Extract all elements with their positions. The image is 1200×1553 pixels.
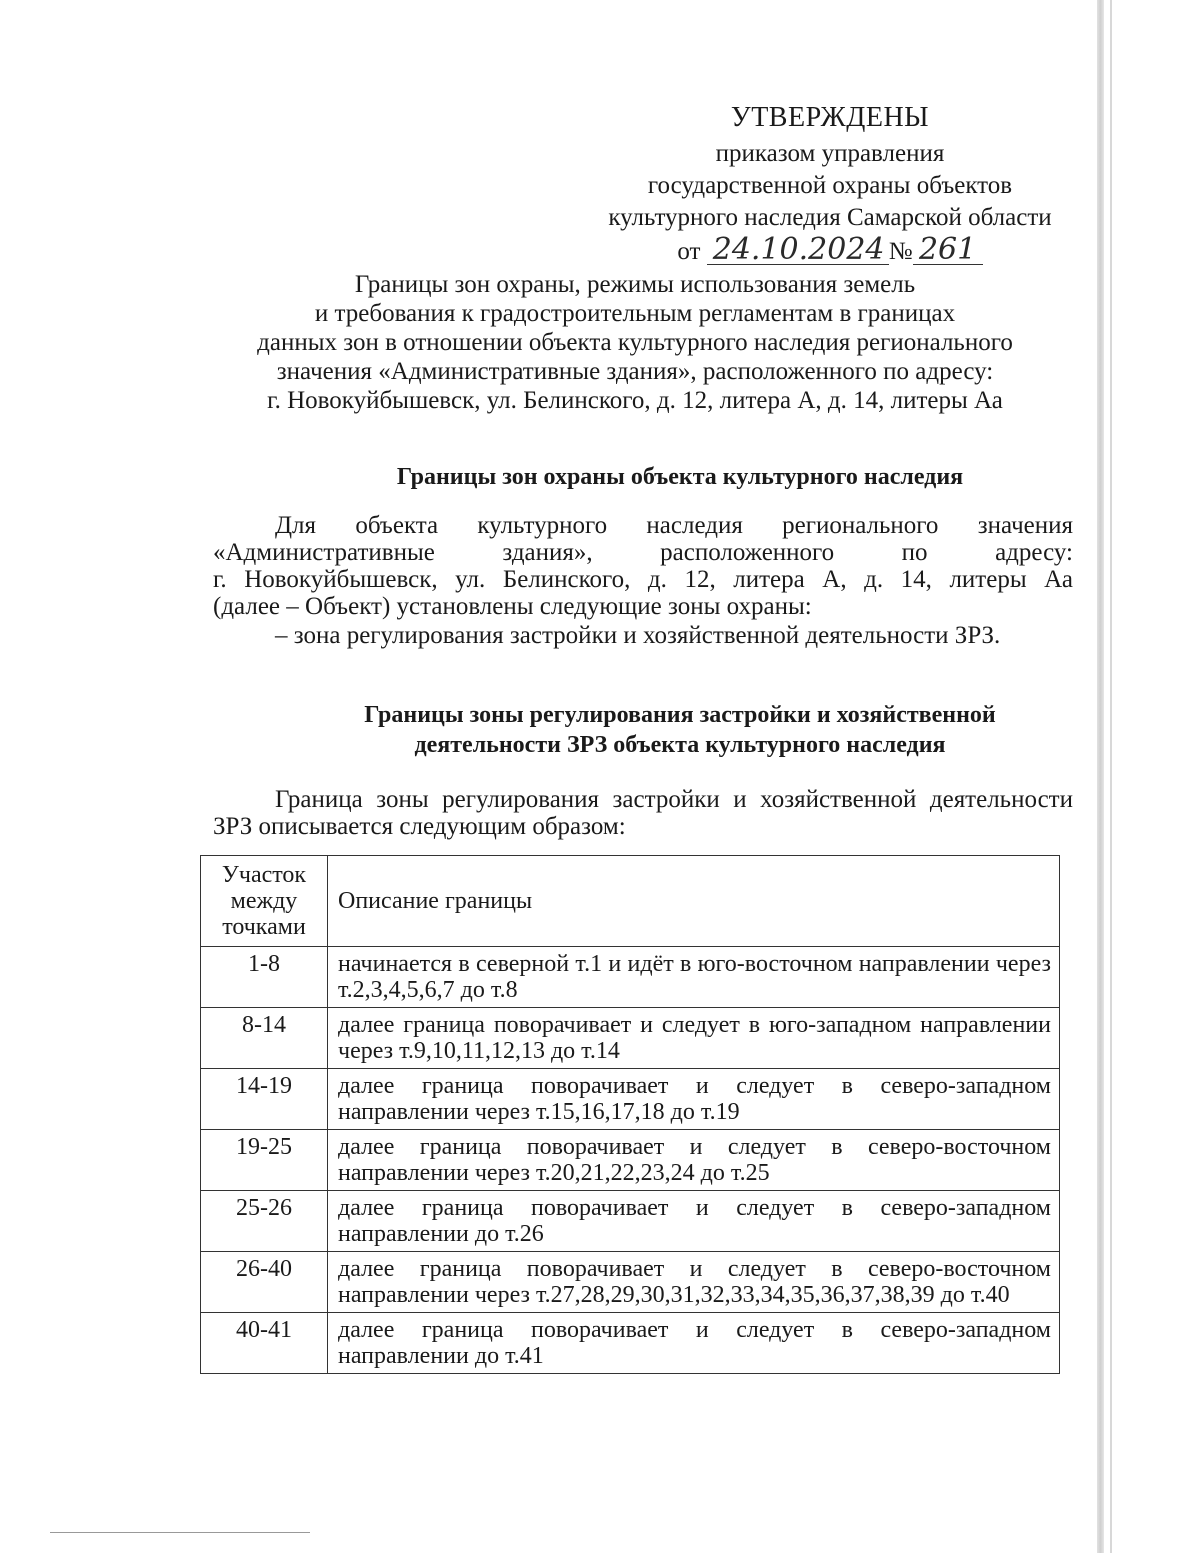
section-1-line-4: (далее – Объект) установлены следующие зоны охраны: [213,593,812,620]
section-2-heading-line-1: Границы зоны регулирования застройки и хозяйственной [364,702,996,728]
approval-heading: УТВЕРЖДЕНЫ [730,102,930,133]
order-date-handwritten: 24.10.2024 [707,236,889,265]
table-row [201,1130,1060,1191]
table-row [201,1069,1060,1130]
header-segment: Участок между точками [201,856,328,947]
table-row [201,1252,1060,1313]
title-line-3: данных зон в отношении объекта культурного наследия регионального [257,329,1013,356]
title-line-2: и требования к градостроительным регламентам в границах [314,300,956,327]
order-number-handwritten: 261 [913,236,983,265]
row-description: далее граница поворачивает и следует в северо-западном направлении до т.41 [328,1313,1060,1374]
table-row [201,1191,1060,1252]
footer-rule [50,1532,310,1533]
row-description: далее граница поворачивает и следует в северо-восточном направлении через т.27,28,29,30,31,32,33,34,35,36,37,38,39 до т.40 [328,1252,1060,1313]
scan-edge-line [1110,0,1112,1553]
section-1-line-2: «Административные здания», расположенного по адресу: [213,539,1073,566]
approval-line-2: государственной охраны объектов [647,172,1013,199]
approval-line-1: приказом управления [715,140,945,167]
document-title [230,270,1040,415]
section-2-heading [300,700,1060,760]
section-1-heading: Границы зон охраны объекта культурного наследия [396,464,964,490]
row-description: далее граница поворачивает и следует в юго-западном направлении через т.9,10,11,12,13 до т.14 [328,1008,1060,1069]
boundary-table [200,855,1060,1374]
title-line-5: г. Новокуйбышевск, ул. Белинского, д. 12, литера А, д. 14, литеры Аа [267,387,1003,414]
row-segment: 19-25 [201,1130,328,1191]
row-segment: 26-40 [201,1252,328,1313]
title-line-1: Границы зон охраны, режимы использования земель [354,271,916,298]
row-segment: 14-19 [201,1069,328,1130]
section-1-line-3: г. Новокуйбышевск, ул. Белинского, д. 12, литера А, д. 14, литеры Аа [213,566,1073,593]
table-row [201,1008,1060,1069]
row-segment: 25-26 [201,1191,328,1252]
title-line-4: значения «Административные здания», расположенного по адресу: [276,358,994,385]
section-1-line-1: Для объекта культурного наследия регионального значения [275,512,1073,539]
section-2-line-1: Граница зоны регулирования застройки и хозяйственной деятельности [275,786,1073,813]
boundary-table-body [201,856,1060,1374]
row-segment: 40-41 [201,1313,328,1374]
section-2-heading-line-2: деятельности ЗРЗ объекта культурного наследия [414,732,946,758]
approval-block [560,102,1100,268]
row-description: начинается в северной т.1 и идёт в юго-восточном направлении через т.2,3,4,5,6,7 до т.8 [328,947,1060,1008]
table-row [201,947,1060,1008]
section-1-bullet: – зона регулирования застройки и хозяйственной деятельности ЗРЗ. [275,622,1001,649]
section-2-line-2: ЗРЗ описывается следующим образом: [213,813,626,840]
row-segment: 8-14 [201,1008,328,1069]
header-description: Описание границы [328,856,1060,947]
row-description: далее граница поворачивает и следует в северо-восточном направлении через т.20,21,22,23,24 до т.25 [328,1130,1060,1191]
order-date-number-row [560,232,1100,268]
row-description: далее граница поворачивает и следует в северо-западном направлении до т.26 [328,1191,1060,1252]
table-row [201,1313,1060,1374]
order-number-sign: № [888,238,913,265]
row-description: далее граница поворачивает и следует в северо-западном направлении через т.15,16,17,18 до т.19 [328,1069,1060,1130]
section-1-paragraph [213,512,1073,649]
order-from-prefix: от [677,238,701,265]
table-header-row [201,856,1060,947]
approval-line-3: культурного наследия Самарской области [608,204,1052,231]
row-segment: 1-8 [201,947,328,1008]
section-2-paragraph [213,786,1073,840]
